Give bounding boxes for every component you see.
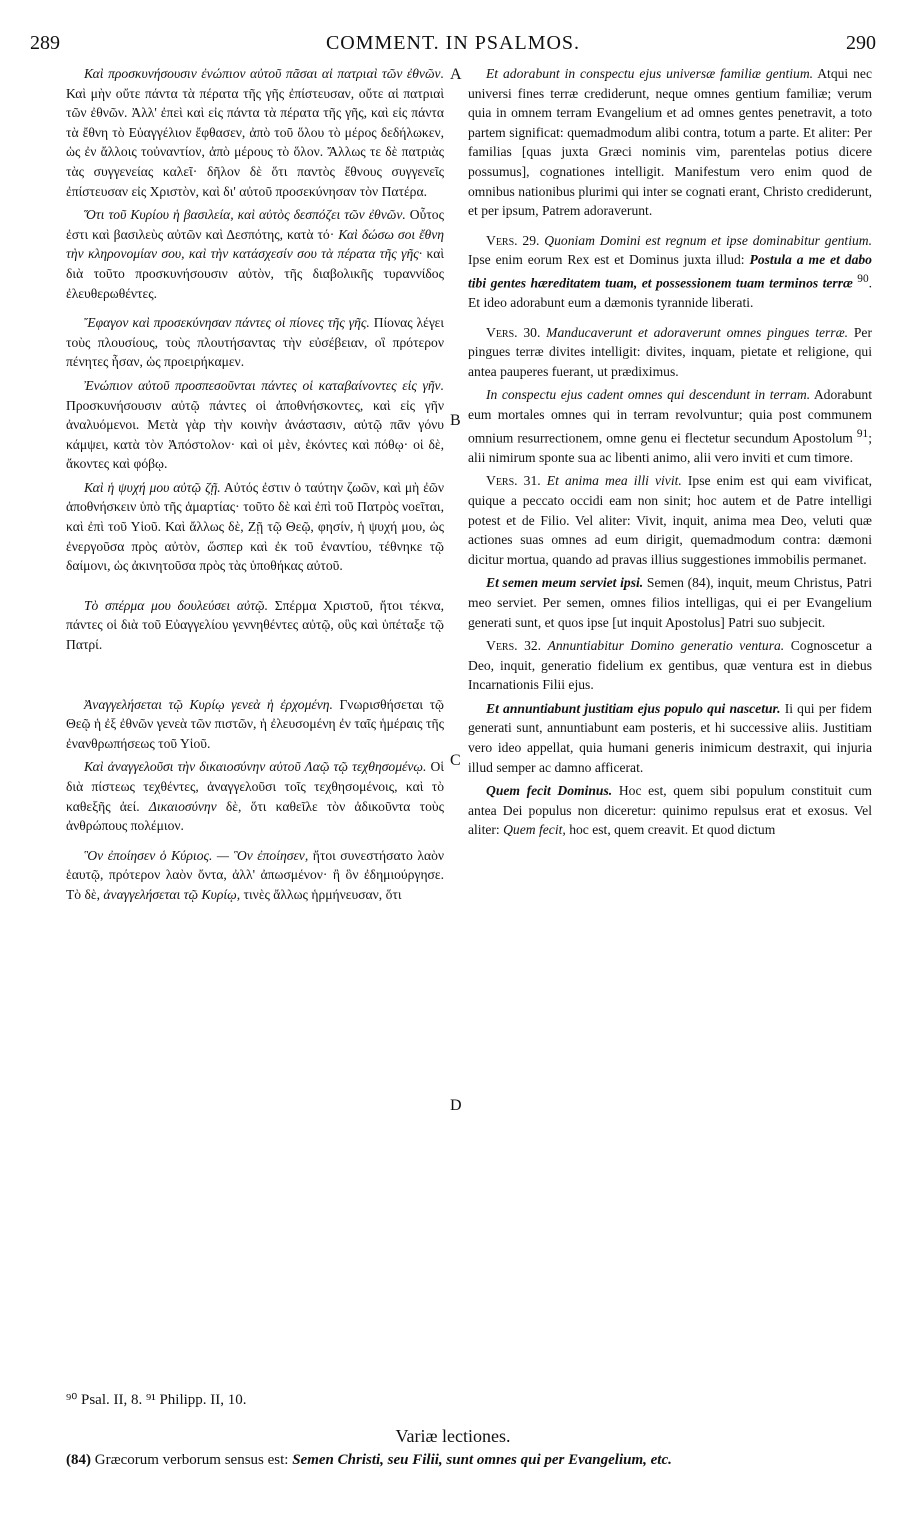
latin-paragraph [468,573,872,632]
latin-lemma: Et anima mea illi vivit. [546,473,682,489]
latin-text: ; alii nimirum sponte sua ac libenti animo, alii vero inviti et cum timore. [468,430,872,465]
verse-number: Vers. 32. [486,638,542,654]
greek-text: Καὶ μὴν οὔτε πάντα τὰ πέρατα τῆς γῆς ἐπίστευσαν, οὔτε αἱ πατριαὶ τῶν ἐθνῶν. Ἀλλ' ἐπεὶ καὶ εἰς πάντα τὰ πέρατα τῆς γῆς, καὶ εἰς πάντα τὰ ἔθνη τὸ Εὐαγγέλιον ἔφθασεν, ἀπὸ τοῦ ὅλου τὸ μέρος δεδήλωκεν, ὡς ἐν ἄλλοις τοὐναντίον, ἀπὸ μέρους τὸ ὅλον. Ἄλλως τε δὲ πατριὰς τὰς συγγενείας καλεῖ· δῆλον δὲ ὅτι παντὸς ἔθνους συγγενεῖς ἐπίστευσαν εἰς Χριστὸν, καὶ δι' αὐτοῦ προσεκύνησαν τὸν Πατέρα. [66,85,444,199]
latin-paragraph [468,636,872,695]
greek-text: δὲ, ὅτι καθεῖλε τὸν ἀδικοῦντα τοὺς ἀνθρώπους πολέμιον. [66,798,444,834]
greek-lemma: Ὃν ἐποίησεν ὁ Κύριος. — [84,847,230,863]
latin-text: Per pingues terræ divites intelligit: divites, inquam, pietate et religione, qui antea pauperes fuerant, ut prædiximus. [468,324,872,379]
latin-text: Ipse enim eorum Rex est et Dominus juxta illud: [468,252,745,268]
greek-paragraph [66,376,444,474]
variae-lectiones-title: Variæ lectiones. [395,1426,511,1446]
footnote-ref: 90 [857,272,869,285]
greek-paragraph [66,478,444,576]
greek-text: Οἱ διὰ πίστεως τεχθέντες, ἀναγγελοῦσι τοῖς τεχθησομένοις, καὶ τὸ καθεξῆς ἀεί. [66,759,444,814]
greek-lemma: Καὶ ἡ ψυχή μου αὐτῷ ζῇ. [84,479,221,495]
greek-lemma: Δικαιοσύνην [148,798,217,814]
latin-lemma: Et annuntiabunt justitiam ejus populo qui nascetur. [486,700,781,716]
latin-text: . Et ideo adorabunt eum a dæmonis tyrannide liberati. [468,275,872,311]
latin-paragraph [468,64,872,221]
latin-lemma: Annuntiabitur Domino generatio ventura. [547,638,785,654]
greek-text: τινὲς ἄλλως ἡρμήνευσαν, ὅτι [243,886,402,902]
variant-text: Græcorum verborum sensus est: [94,1452,289,1468]
footnote-ref: 91 [856,427,869,440]
latin-text: Atqui nec universi fines terræ crediderunt, neque omnes gentium familiæ; verum quia in omnem terram Evangelium et ad omnes gentes penetravit, a toto partem significat: quemadmodum alibi contra, totum a parte. Et aliter: Per familias [quas juxta Græci nominis vim, parentelas potius dicere possumus], cognationes intelligit. Manifestum vero enim quod de omnibus nationibus plurimi qui inter se cognati erant, Christo crediderunt, et per ipsum, Patrem adoraverunt. [468,66,872,219]
greek-text: Σπέρμα Χριστοῦ, ἤτοι τέκνα, πάντες οἱ διὰ τοῦ Εὐαγγελίου γεννηθέντες αὐτῷ, οὓς καὶ ὑπέταξε τῷ Πατρί. [66,597,444,653]
latin-lemma: Et adorabunt in conspectu ejus universæ familiæ gentium. [486,66,814,81]
greek-paragraph [66,596,444,655]
latin-text: Adorabunt eum mortales omnes qui in terram revolvuntur; quia post communem omnium resurrectionem, omne genu ei flectetur secundum Apostolum [468,387,872,446]
latin-paragraph [468,231,872,313]
latin-text: Ii qui per fidem generati sunt, annuntiabunt eam posteris, et hi successive aliis. Justitiam vero ideo appellat, quia humani generis inimicum destraxit, qui injuria illud semper ac damno afficerat. [468,700,872,775]
footnotes: ⁹⁰ Psal. II, 8. ⁹¹ Philipp. II, 10. [66,1392,247,1408]
greek-text: καὶ διὰ τοῦτο προσκυνήσουσιν αὐτὸν, τῆς διαβολικῆς τυραννίδος ἐλευθερωθέντες. [66,246,444,301]
latin-column [468,64,872,1064]
latin-text: Hoc est, quem sibi populum constituit cum antea Dei populus non diceretur: quinimo repulsus erat et exosus. Vel aliter: [468,783,872,838]
greek-paragraph [66,313,444,372]
greek-lemma: Ἔφαγον καὶ προσεκύνησαν πάντες οἱ πίονες τῆς γῆς. [84,315,370,331]
page-number-left: 289 [30,32,60,54]
page-header [30,32,876,60]
latin-text: hoc est, quem creavit. Et quod dictum [569,822,776,838]
latin-lemma: Quem fecit Dominus. [486,783,613,799]
latin-quote: Postula a me et dabo tibi gentes hæreditatem tuam, et possessionem tuam terminos terræ [468,252,872,291]
greek-paragraph [66,64,444,201]
margin-letter-c: C [450,752,461,769]
greek-paragraph [66,205,444,303]
verse-number: Vers. 30. [486,324,541,340]
greek-lemma: Ὃν ἐποίησεν, [233,847,309,863]
margin-letter-b: B [450,412,461,429]
latin-paragraph [468,385,872,467]
greek-lemma: Καὶ προσκυνήσουσιν ἐνώπιον αὐτοῦ πᾶσαι αἱ πατριαὶ τῶν ἐθνῶν. [84,66,444,81]
variant-number: (84) [66,1452,91,1468]
latin-text: Cognoscetur a Deo, inquit, generatio fidelium ex gentibus, quæ ventura est in diebus Incarnationis Filii ejus. [468,638,872,693]
latin-text: Semen (84), inquit, meum Christus, Patri meo serviet. Per semen, omnes filios intelligas, qui ei per Evangelium generati sunt, et quos ipse [ut inquit Apostolus] Patri suo subjecit. [468,575,872,630]
greek-lemma: Καὶ ἀναγγελοῦσι τὴν δικαιοσύνην αὐτοῦ Λαῷ τῷ τεχθησομένῳ. [84,759,427,775]
greek-text: ἤτοι συνεστήσατο λαὸν ἑαυτῷ, πρότερον λαὸν ὄντα, ἀλλ' ἀπωσμένον· ἢ ὃν ἐδημιούργησε. Τὸ δὲ, [66,847,444,902]
running-title: COMMENT. IN PSALMOS. [325,32,581,54]
latin-lemma: Manducaverunt et adoraverunt omnes pingues terræ. [546,324,849,340]
latin-lemma: Quem fecit, [503,822,566,838]
greek-lemma: ἀναγγελήσεται τῷ Κυρίῳ, [103,886,241,902]
margin-letter-a: A [450,66,462,83]
greek-paragraph [66,846,444,905]
greek-lemma: Τὸ σπέρμα μου δουλεύσει αὐτῷ. [84,597,269,613]
latin-text: Ipse enim est qui eam vivificat, quique a peccato occidi eam non sinit; hoc autem et de Patre intelligi potest et de Filio. Vel aliter: Vivit, inquit, anima mea Deo, veluti quæ actiones suas omnes ad eum dirigit, quemadmodum contra: dæmoni dicitur mortua, quando ad pravas illius suggestiones immobilis permanet. [468,473,872,567]
greek-paragraph [66,695,444,754]
greek-text: Πίονας λέγει τοὺς πλουσίους, τοὺς πλουτήσαντας τὴν εὐσέβειαν, οἳ πρότερον πένητες ἦσαν, ὡς προειρήκαμεν. [66,315,444,370]
latin-paragraph [468,471,872,569]
greek-quote: Καὶ δώσω σοι ἔθνη τὴν κληρονομίαν σου, καὶ τὴν κατάσχεσίν σου τὰ πέρατα τῆς γῆς· [66,226,444,262]
variant-italic: Semen Christi, seu Filii, sunt omnes qui per Evangelium, etc. [292,1452,672,1468]
greek-column [66,64,444,1064]
greek-text: Αὐτός ἐστιν ὁ ταύτην ζωῶν, καὶ μὴ ἐῶν ἀποθνήσκειν ὑπὸ τῆς ἁμαρτίας· τοῦτο δὲ καὶ ἐπὶ τοῦ Πατρὸς νοεῖται, καὶ ἐπὶ τοῦ Υἱοῦ. Καὶ ἄλλως δὲ, Ζῇ τῷ Θεῷ, φησίν, ἡ ψυχή μου, ὡς ἐνεργοῦσα πρὸς αὐτὸν, ὥσπερ καὶ ἐκ τοῦ ἐναντίου, τέθνηκε τῷ δαίμονι, ὡς ἀκινητοῦσα πρὸς τὰς ὑποθήκας αὐτοῦ. [66,479,444,574]
latin-paragraph [468,781,872,840]
greek-paragraph [66,757,444,835]
greek-text: Οὗτος ἐστι καὶ βασιλεὺς αὐτῶν καὶ Δεσπότης, κατὰ τό· [66,207,444,242]
greek-text: Γνωρισθήσεται τῷ Θεῷ ἡ ἐξ ἐθνῶν γενεὰ τῶν πιστῶν, ἡ ἐλευσομένη ἐν ταῖς ἡμέραις τῆς ἐνανθρωπήσεως τοῦ Υἱοῦ. [66,696,444,751]
greek-lemma: Ἀναγγελήσεται τῷ Κυρίῳ γενεὰ ἡ ἐρχομένη. [84,696,333,712]
latin-paragraph [468,323,872,382]
latin-lemma: In conspectu ejus cadent omnes qui descendunt in terram. [486,387,811,403]
greek-text: Προσκυνήσουσιν αὐτῷ πάντες οἱ ἀποθνήσκοντες, καὶ εἰς γῆν ἀναλυόμενοι. Μετὰ γὰρ τὴν κοινὴν ἀνάστασιν, αὐτῷ πᾶν γόνυ κάμψει, κατὰ τὸν Ἀπόστολον· καὶ οἱ μὲν, ἑκόντες καὶ πόθῳ· οἱ δὲ, ἄκοντες καὶ φόβῳ. [66,397,444,472]
verse-number: Vers. 31. [486,473,541,489]
verse-number: Vers. 29. [486,232,540,248]
variae-lectiones-note [66,1452,866,1469]
latin-lemma: Quoniam Domini est regnum et ipse dominabitur gentium. [544,232,872,248]
greek-lemma: Ἐνώπιον αὐτοῦ προσπεσοῦνται πάντες οἱ καταβαίνοντες εἰς γῆν. [84,377,444,393]
margin-letter-d: D [450,1097,462,1114]
latin-lemma: Et semen meum serviet ipsi. [486,575,644,591]
page-number-right: 290 [846,32,876,54]
greek-lemma: Ὅτι τοῦ Κυρίου ἡ βασιλεία, καὶ αὐτὸς δεσπόζει τῶν ἐθνῶν. [84,207,406,223]
latin-paragraph [468,699,872,777]
